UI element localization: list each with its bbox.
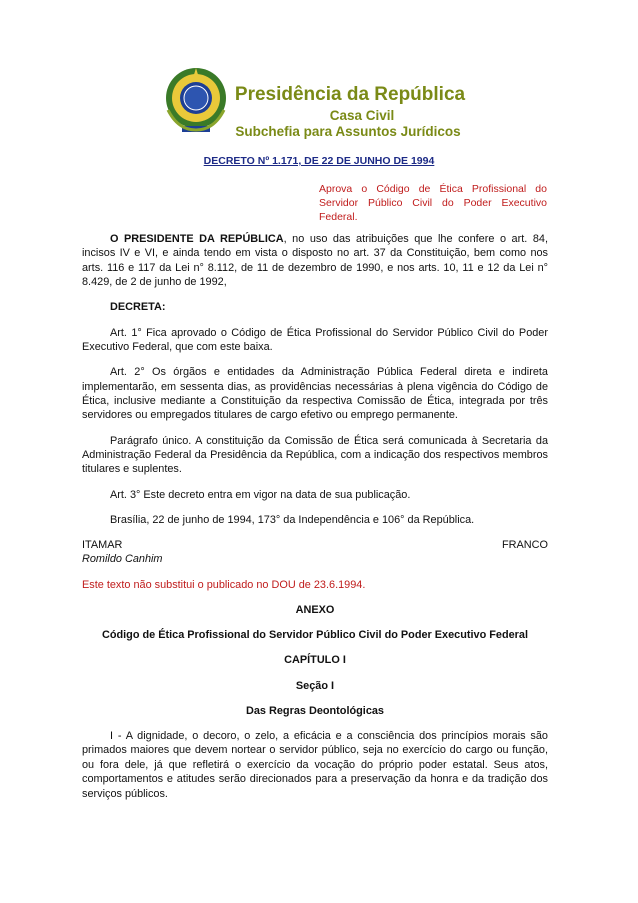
decree-title-link[interactable]: DECRETO Nº 1.171, DE 22 DE JUNHO DE 1994 bbox=[203, 155, 435, 167]
annex-code-title: Código de Ética Profissional do Servidor Público Civil do Poder Executivo Federal bbox=[101, 629, 529, 642]
document-body bbox=[82, 232, 548, 812]
preamble-paragraph bbox=[82, 232, 548, 290]
signature-right: FRANCO bbox=[502, 539, 548, 552]
signature-row bbox=[82, 538, 548, 552]
page-header bbox=[0, 64, 638, 164]
annex-label: ANEXO bbox=[295, 603, 335, 616]
article-2-paragraph: Parágrafo único. A constituição da Comissão de Ética será comunicada à Secretaria da Administração Federal da Presidência da República, com a indicação dos respectivos membros titulares e suplentes. bbox=[82, 434, 548, 476]
decree-ementa: Aprova o Código de Ética Profissional do Servidor Público Civil do Poder Executivo Federal. bbox=[319, 183, 547, 223]
preamble-lead: O PRESIDENTE DA REPÚBLICA bbox=[110, 233, 284, 245]
signature-second: Romildo Canhim bbox=[82, 553, 163, 566]
coat-of-arms-icon bbox=[160, 64, 232, 136]
header-subtitle-casa-civil: Casa Civil bbox=[329, 108, 395, 123]
chapter-heading: CAPÍTULO I bbox=[284, 654, 346, 667]
article-3: Art. 3° Este decreto entra em vigor na data de sua publicação. bbox=[110, 488, 411, 501]
closing-date: Brasília, 22 de junho de 1994, 173° da Independência e 106° da República. bbox=[110, 513, 475, 526]
article-2: Art. 2° Os órgãos e entidades da Administração Pública Federal direta e indireta implementarão, em sessenta dias, as providências necessárias à plena vigência do Código de Ética, inclusive mediante a Constituição da respectiva Comissão de Ética, integrada por três servidores ou empregados titulares de cargo efetivo ou emprego permanente. bbox=[82, 366, 548, 422]
preamble-text: , no uso das atribuições que lhe confere o art. 84, incisos IV e VI, e ainda tendo em vista o disposto no art. 37 da Constituição, bem como nos arts. 116 e 117 da Lei n° 8.112, de 11 de dezembro de 1990, e nos arts. 10, 11 e 12 da Lei n° 8.429, de 2 de junho de 1992, bbox=[82, 233, 548, 289]
section-heading: Seção I bbox=[295, 679, 335, 692]
header-subtitle-subchefia: Subchefia para Assuntos Jurídicos bbox=[235, 124, 461, 139]
signature-left: ITAMAR bbox=[82, 539, 123, 552]
article-1: Art. 1° Fica aprovado o Código de Ética Profissional do Servidor Público Civil do Poder Executivo Federal, que com este baixa. bbox=[82, 326, 548, 354]
decreta-heading: DECRETA: bbox=[110, 301, 166, 314]
section-title: Das Regras Deontológicas bbox=[246, 704, 384, 717]
page-title: Presidência da República bbox=[234, 84, 466, 105]
dou-notice: Este texto não substitui o publicado no DOU de 23.6.1994. bbox=[82, 578, 366, 591]
item-i: I - A dignidade, o decoro, o zelo, a eficácia e a consciência dos princípios morais são primados maiores que devem nortear o servidor público, seja no exercício do cargo ou função, ou fora dele, já que refletirá o exercício da vocação do próprio poder estatal. Seus atos, comportamentos e atitudes serão direcionados para a preservação da honra e da tradição dos serviços públicos. bbox=[82, 729, 548, 800]
